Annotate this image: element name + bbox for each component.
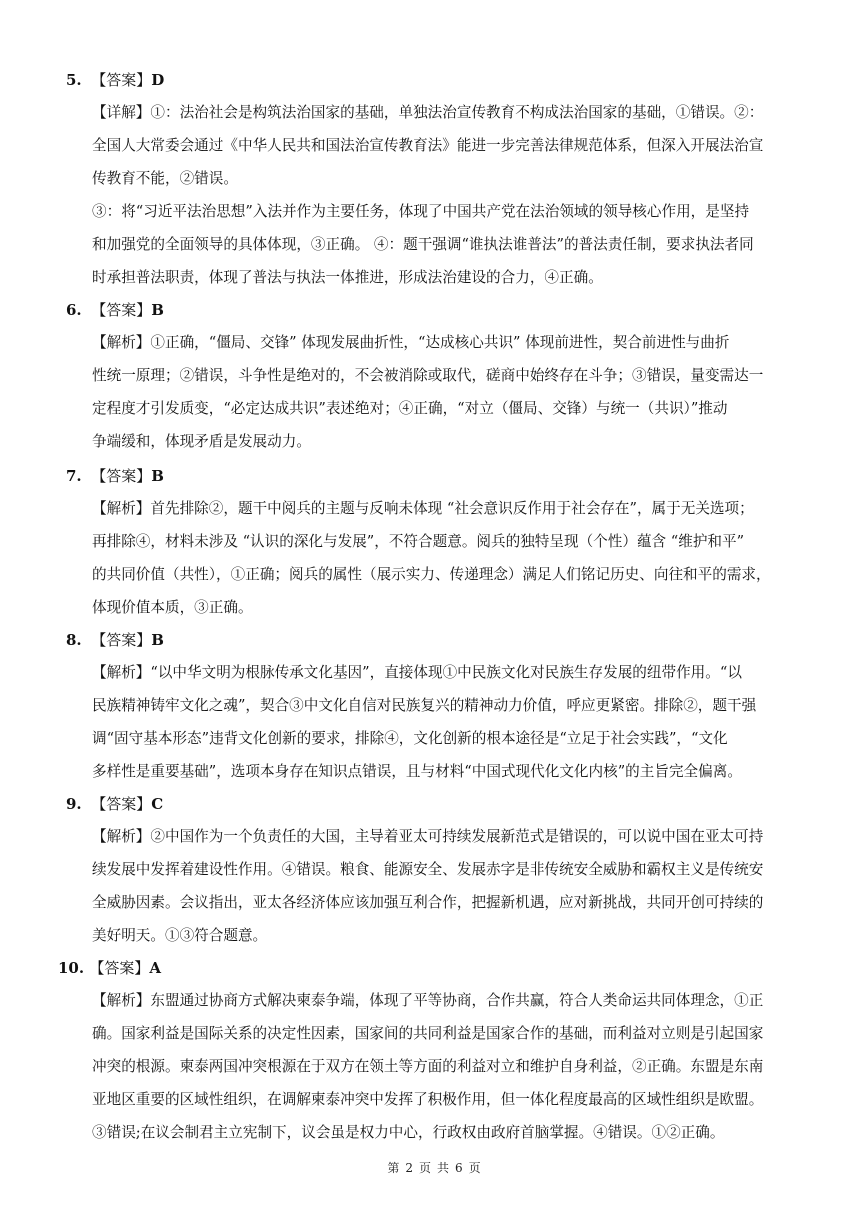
question-number: 10.: [58, 959, 85, 977]
question-number: 8.: [66, 631, 82, 649]
explanation-line: 争端缓和，体现矛盾是发展动力。: [92, 433, 311, 450]
answer-heading: [66, 66, 164, 94]
explanation-line: 多样性是重要基础”，选项本身存在知识点错误，且与材料“中国式现代化文化内核”的主旨完全偏离。: [92, 763, 742, 780]
explanation-line: 民族精神铸牢文化之魂”，契合③中文化自信对民族复兴的精神动力价值，呼应更紧密。排除②，题干强: [92, 697, 757, 714]
explanation: [92, 656, 812, 788]
answer-label: 【答案】: [89, 959, 150, 977]
footer-suffix: 页: [468, 1161, 481, 1175]
page-footer: [0, 1158, 868, 1178]
explanation-line: 全威胁因素。会议指出，亚太各经济体应该加强互利合作，把握新机遇，应对新挑战，共同开创可持续的: [92, 894, 764, 911]
answer-label: 【答案】: [91, 71, 152, 89]
explanation-line: 确。国家利益是国际关系的决定性因素，国家间的共同利益是国家合作的基础，而利益对立则是引起国家: [92, 1025, 764, 1042]
explanation-line: ③错误;在议会制君主立宪制下，议会虽是权力中心，行政权由政府首脑掌握。④错误。①②正确。: [92, 1124, 725, 1141]
explanation-line: 【解析】东盟通过协商方式解决柬泰争端，体现了平等协商，合作共赢，符合人类命运共同体理念，①正: [92, 992, 764, 1009]
question-number: 5.: [66, 71, 82, 89]
explanation-line: 再排除④，材料未涉及 “认识的深化与发展”，不符合题意。阅兵的独特呈现（个性）蕴含 “维护和平”: [92, 533, 745, 550]
explanation-line: 性统一原理；②错误，斗争性是绝对的，不会被消除或取代，磋商中始终存在斗争；③错误，量变需达一: [92, 367, 764, 384]
footer-total-word: 共: [437, 1161, 450, 1175]
explanation-line: 和加强党的全面领导的具体体现，③正确。 ④：题干强调“谁执法谁普法”的普法责任制，要求执法者同: [92, 236, 754, 253]
explanation: [92, 984, 812, 1149]
explanation-line: 定程度才引发质变，“必定达成共识”表述绝对；④正确，“对立（僵局、交锋）与统一（共识）”推动: [92, 400, 728, 417]
explanation-line: 美好明天。①③符合题意。: [92, 927, 268, 944]
explanation-line: 时承担普法职责，体现了普法与执法一体推进，形成法治建设的合力，④正确。: [92, 269, 603, 286]
current-page-number: 2: [405, 1161, 413, 1175]
answer-choice: D: [151, 71, 165, 89]
footer-prefix: 第: [387, 1161, 400, 1175]
answer-label: 【答案】: [91, 631, 152, 649]
question-number: 6.: [66, 301, 82, 319]
explanation-line: 亚地区重要的区域性组织，在调解柬泰冲突中发挥了积极作用，但一体化程度最高的区域性组织是欧盟。: [92, 1091, 764, 1108]
answer-heading: [66, 462, 164, 490]
explanation-line: 的共同价值（共性），①正确；阅兵的属性（展示实力、传递理念）满足人们铭记历史、向往和平的需求，: [92, 566, 771, 583]
answer-choice: B: [151, 301, 164, 319]
answer-label: 【答案】: [91, 795, 152, 813]
explanation-line: 【解析】首先排除②，题干中阅兵的主题与反响未体现 “社会意识反作用于社会存在”，属于无关选项；: [92, 500, 754, 517]
footer-page-word: 页: [418, 1161, 431, 1175]
explanation-line: 续发展中发挥着建设性作用。④错误。粮食、能源安全、发展赤字是非传统安全威胁和霸权主义是传统安: [92, 861, 764, 878]
answer-heading: [66, 790, 163, 818]
explanation-line: 调“固守基本形态”违背文化创新的要求，排除④，文化创新的根本途径是“立足于社会实践”，“文化: [92, 730, 728, 747]
explanation: [92, 326, 812, 458]
answer-heading: [58, 954, 161, 982]
explanation-line: 全国人大常委会通过《中华人民共和国法治宣传教育法》能进一步完善法律规范体系，但深入开展法治宣: [92, 137, 764, 154]
answer-choice: B: [151, 631, 164, 649]
answer-choice: C: [151, 795, 164, 813]
explanation-line: 【解析】①正确，“僵局、交锋” 体现发展曲折性，“达成核心共识” 体现前进性，契合前进性与曲折: [92, 334, 730, 351]
total-page-number: 6: [455, 1161, 463, 1175]
explanation: [92, 820, 812, 952]
explanation-line: ③：将“习近平法治思想”入法并作为主要任务，体现了中国共产党在法治领域的领导核心作用，是坚持: [92, 203, 750, 220]
explanation-line: 体现价值本质，③正确。: [92, 599, 253, 616]
explanation: [92, 96, 812, 294]
answer-heading: [66, 296, 164, 324]
explanation-line: 【详解】①：法治社会是构筑法治国家的基础，单独法治宣传教育不构成法治国家的基础，①错误。②：: [92, 104, 764, 121]
question-number: 9.: [66, 795, 82, 813]
explanation-line: 传教育不能，②错误。: [92, 170, 238, 187]
answer-heading: [66, 626, 164, 654]
answer-label: 【答案】: [91, 467, 152, 485]
answer-choice: B: [151, 467, 164, 485]
answer-label: 【答案】: [91, 301, 152, 319]
explanation-line: 【解析】“以中华文明为根脉传承文化基因”，直接体现①中民族文化对民族生存发展的纽带作用。“以: [92, 664, 742, 681]
explanation: [92, 492, 812, 624]
answer-choice: A: [149, 959, 161, 977]
explanation-line: 冲突的根源。柬泰两国冲突根源在于双方在领土等方面的利益对立和维护自身利益，②正确。东盟是东南: [92, 1058, 764, 1075]
explanation-line: 【解析】②中国作为一个负责任的大国，主导着亚太可持续发展新范式是错误的，可以说中国在亚太可持: [92, 828, 764, 845]
question-number: 7.: [66, 467, 82, 485]
